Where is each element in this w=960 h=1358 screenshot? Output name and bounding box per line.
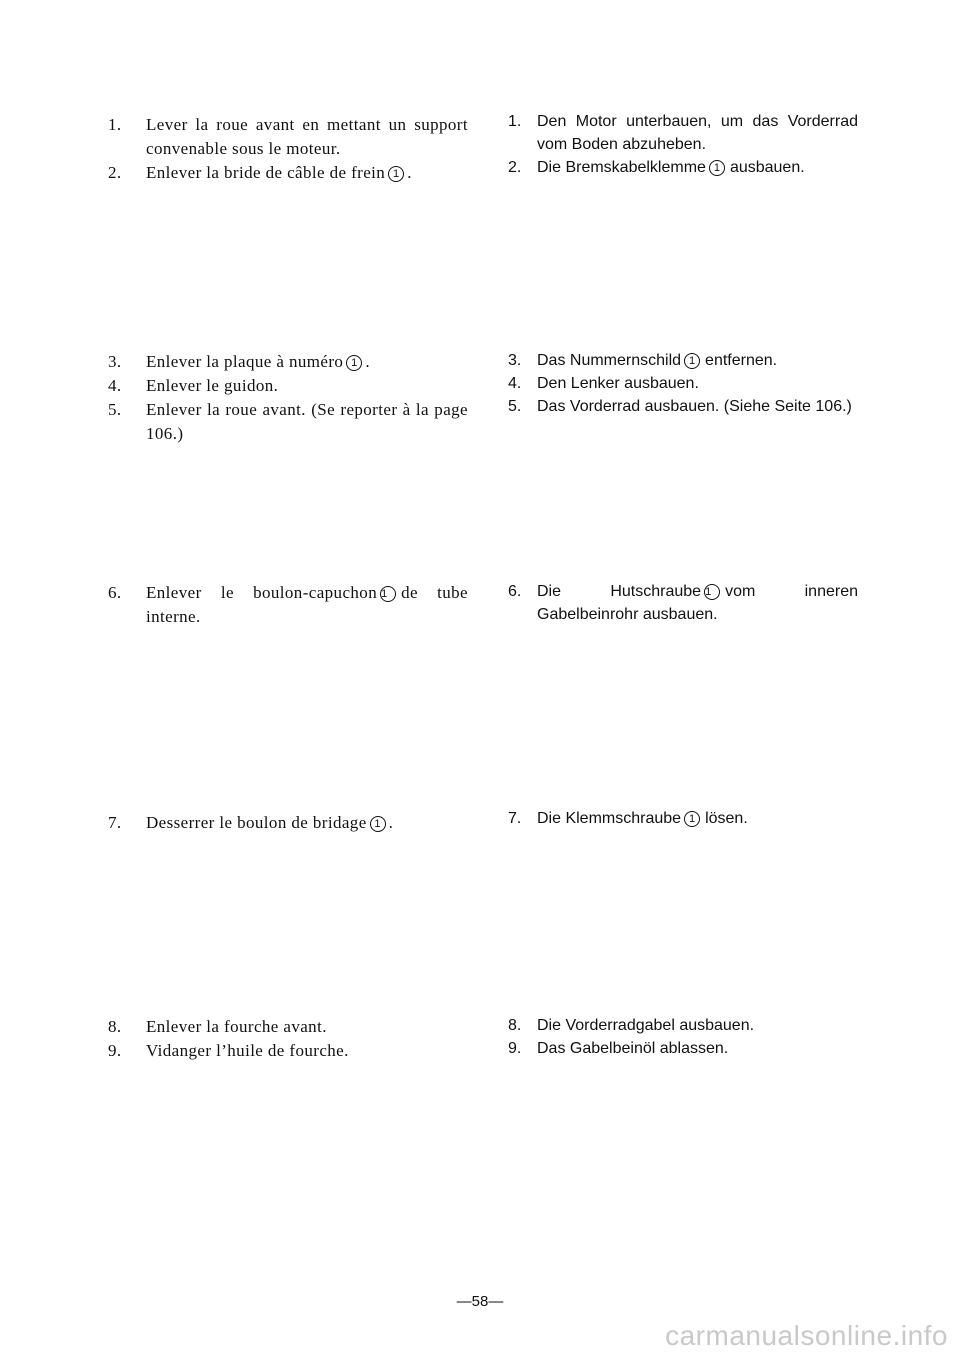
german-step-1 bbox=[508, 110, 858, 156]
german-group-5 bbox=[508, 1014, 858, 1060]
french-group-4 bbox=[108, 811, 468, 835]
page-number: —58— bbox=[456, 1293, 504, 1310]
step-text-tail: . bbox=[407, 163, 412, 182]
french-group-1 bbox=[108, 113, 468, 185]
watermark: carmanualsonline.info bbox=[665, 1320, 948, 1351]
part-callout-1: 1 bbox=[704, 584, 720, 600]
step-text: Das Gabelbeinöl ablassen. bbox=[537, 1040, 729, 1057]
step-text: Enlever la plaque à numéro bbox=[146, 352, 344, 371]
french-step-3 bbox=[108, 350, 468, 374]
german-group-2 bbox=[508, 349, 858, 418]
step-text: Das Nummernschild bbox=[537, 352, 682, 369]
german-step-7 bbox=[508, 807, 858, 830]
german-step-5 bbox=[508, 395, 858, 418]
step-number: 7. bbox=[108, 813, 122, 832]
step-number: 9. bbox=[108, 1041, 122, 1060]
german-step-6 bbox=[508, 580, 858, 626]
step-number: 8. bbox=[108, 1017, 122, 1036]
step-text-tail: entfernen. bbox=[705, 352, 778, 369]
french-group-5 bbox=[108, 1015, 468, 1063]
step-number: 7. bbox=[508, 810, 522, 827]
french-step-7 bbox=[108, 811, 468, 835]
german-step-3 bbox=[508, 349, 858, 372]
step-text: Die Hutschraube bbox=[537, 583, 702, 600]
french-group-3 bbox=[108, 581, 468, 629]
part-callout-1: 1 bbox=[388, 166, 404, 182]
step-text-tail: . bbox=[365, 352, 370, 371]
step-number: 9. bbox=[508, 1040, 522, 1057]
french-step-9 bbox=[108, 1039, 468, 1063]
part-callout-1: 1 bbox=[346, 355, 362, 371]
step-number: 2. bbox=[508, 159, 522, 176]
step-number: 8. bbox=[508, 1017, 522, 1034]
step-number: 4. bbox=[508, 375, 522, 392]
step-number: 2. bbox=[108, 163, 122, 182]
german-group-3 bbox=[508, 580, 858, 626]
german-step-8 bbox=[508, 1014, 858, 1037]
step-number: 1. bbox=[108, 115, 122, 134]
step-text: Das Vorderrad ausbauen. (Siehe Seite 106.) bbox=[537, 398, 852, 415]
french-step-6 bbox=[108, 581, 468, 629]
step-text-tail: . bbox=[388, 813, 394, 832]
german-step-2 bbox=[508, 156, 858, 179]
step-text: Die Vorderradgabel ausbauen. bbox=[537, 1017, 755, 1034]
french-step-8 bbox=[108, 1015, 468, 1039]
german-group-1 bbox=[508, 110, 858, 179]
step-text: Enlever la bride de câble de frein bbox=[146, 163, 386, 182]
step-number: 3. bbox=[508, 352, 522, 369]
step-number: 4. bbox=[108, 376, 122, 395]
step-text-tail: ausbauen. bbox=[729, 159, 805, 176]
step-text-tail: de tube interne. bbox=[146, 583, 468, 626]
part-callout-1: 1 bbox=[370, 816, 386, 832]
step-number: 3. bbox=[108, 352, 122, 371]
step-number: 6. bbox=[108, 583, 122, 602]
step-text: Vidanger l’huile de fourche. bbox=[146, 1041, 349, 1060]
part-callout-1: 1 bbox=[684, 811, 700, 827]
step-number: 1. bbox=[508, 113, 522, 130]
part-callout-1: 1 bbox=[684, 353, 700, 369]
step-text-tail: lösen. bbox=[705, 810, 748, 827]
step-number: 5. bbox=[108, 400, 122, 419]
german-step-9 bbox=[508, 1037, 858, 1060]
part-callout-1: 1 bbox=[709, 160, 725, 176]
step-text: Den Lenker ausbauen. bbox=[537, 375, 699, 392]
step-text: Die Klemmschraube bbox=[537, 810, 682, 827]
french-step-2 bbox=[108, 161, 468, 185]
step-number: 5. bbox=[508, 398, 522, 415]
step-text: Die Bremskabelklemme bbox=[537, 159, 706, 176]
step-text: Den Motor unterbauen, um das Vorderrad vom Boden abzuheben. bbox=[537, 113, 858, 153]
german-group-4 bbox=[508, 807, 858, 830]
french-step-1 bbox=[108, 113, 468, 161]
step-text: Lever la roue avant en mettant un support convenable sous le moteur. bbox=[146, 115, 468, 158]
german-step-4 bbox=[508, 372, 858, 395]
step-text: Enlever le boulon-capuchon bbox=[146, 583, 378, 602]
step-text: Desserrer le boulon de bridage bbox=[146, 813, 367, 832]
step-text: Enlever le guidon. bbox=[146, 376, 279, 395]
french-step-5 bbox=[108, 398, 468, 446]
step-text-tail: vom inneren Gabelbeinrohr ausbauen. bbox=[537, 583, 858, 623]
step-text: Enlever la fourche avant. bbox=[146, 1017, 327, 1036]
french-group-2 bbox=[108, 350, 468, 446]
part-callout-1: 1 bbox=[380, 586, 396, 602]
french-step-4 bbox=[108, 374, 468, 398]
step-number: 6. bbox=[508, 583, 522, 600]
step-text: Enlever la roue avant. (Se reporter à la page 106.) bbox=[146, 400, 468, 443]
